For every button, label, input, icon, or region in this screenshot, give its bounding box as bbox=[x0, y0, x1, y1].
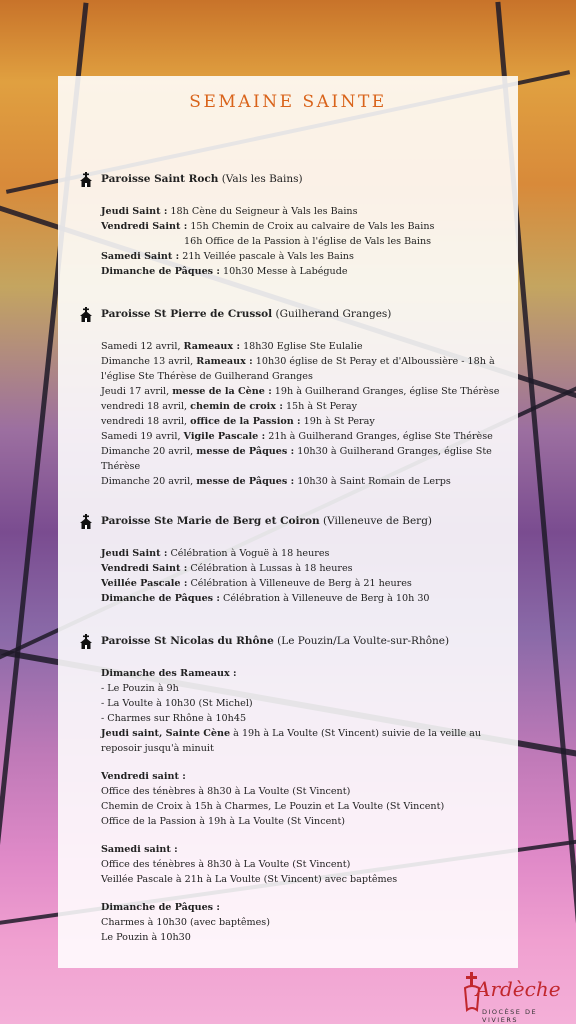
schedule-list bbox=[101, 546, 508, 606]
schedule-line: Dimanche 20 avril, messe de Pâques : 10h30 à Saint Romain de Lerps bbox=[101, 476, 451, 487]
parish-heading bbox=[78, 172, 508, 188]
church-icon bbox=[78, 172, 94, 188]
schedule-line: Vendredi Saint : Célébration à Lussas à 18 heures bbox=[101, 563, 353, 574]
church-icon bbox=[78, 307, 94, 323]
parish-name: Paroisse St Pierre de Crussol bbox=[101, 308, 273, 320]
parish-section bbox=[78, 634, 508, 945]
schedule-line: Dimanche de Pâques : bbox=[101, 902, 220, 913]
schedule-line: Vendredi saint : bbox=[101, 771, 186, 782]
parish-name: Paroisse Ste Marie de Berg et Coiron bbox=[101, 515, 320, 527]
schedule-line: Dimanche 20 avril, messe de Pâques : 10h30 à Guilherand Granges, église Ste Thérèse bbox=[101, 446, 492, 472]
schedule-line: Jeudi Saint : 18h Cène du Seigneur à Vals les Bains bbox=[101, 206, 358, 217]
parish-section bbox=[78, 172, 508, 279]
schedule-line: 16h Office de la Passion à l'église de Vals les Bains bbox=[184, 236, 432, 247]
schedule-line: Charmes à 10h30 (avec baptêmes) bbox=[101, 917, 270, 928]
schedule-line: Chemin de Croix à 15h à Charmes, Le Pouzin et La Voulte (St Vincent) bbox=[101, 801, 445, 812]
schedule-line: vendredi 18 avril, office de la Passion : 19h à St Peray bbox=[101, 416, 375, 427]
parish-name: Paroisse St Nicolas du Rhône bbox=[101, 635, 274, 647]
church-icon bbox=[78, 514, 94, 530]
schedule-list bbox=[101, 204, 508, 279]
schedule-line: - Le Pouzin à 9h bbox=[101, 683, 179, 694]
schedule-line: Veillée Pascale à 21h à La Voulte (St Vincent) avec baptêmes bbox=[101, 874, 398, 885]
schedule-line: Office des ténèbres à 8h30 à La Voulte (St Vincent) bbox=[101, 859, 351, 870]
schedule-line: - Charmes sur Rhône à 10h45 bbox=[101, 713, 247, 724]
schedule-line: Dimanche 13 avril, Rameaux : 10h30 église de St Peray et d'Alboussière - 18h à l'église Ste Thérèse de Guilherand Granges bbox=[101, 356, 495, 382]
schedule-line: Samedi 19 avril, Vigile Pascale : 21h à Guilherand Granges, église Ste Thérèse bbox=[101, 431, 493, 442]
schedule-line: Vendredi Saint : 15h Chemin de Croix au calvaire de Vals les Bains bbox=[101, 221, 435, 232]
parish-place: (Villeneuve de Berg) bbox=[319, 515, 433, 527]
schedule-line: Jeudi Saint : Célébration à Voguë à 18 heures bbox=[101, 548, 330, 559]
schedule-line: vendredi 18 avril, chemin de croix : 15h à St Peray bbox=[101, 401, 358, 412]
page-title: SEMAINE SAINTE bbox=[189, 92, 387, 112]
schedule-line: Jeudi saint, Sainte Cène à 19h à La Voulte (St Vincent) suivie de la veille au reposoir jusqu'à minuit bbox=[101, 728, 482, 754]
schedule-line: Samedi 12 avril, Rameaux : 18h30 Eglise Ste Eulalie bbox=[101, 341, 363, 352]
logo-name: Ardèche bbox=[476, 977, 561, 1001]
schedule-line: Samedi saint : bbox=[101, 844, 178, 855]
parish-name: Paroisse Saint Roch bbox=[101, 173, 219, 185]
schedule-line: Samedi Saint : 21h Veillée pascale à Vals les Bains bbox=[101, 251, 354, 262]
parish-place: (Guilherand Granges) bbox=[272, 308, 392, 320]
parish-section bbox=[78, 307, 508, 489]
schedule-line: - La Voulte à 10h30 (St Michel) bbox=[101, 698, 253, 709]
parish-section bbox=[78, 514, 508, 606]
schedule-list bbox=[101, 666, 508, 945]
schedule-list bbox=[101, 339, 508, 489]
logo-subtitle: DIOCÈSE DE VIVIERS bbox=[482, 1008, 538, 1024]
parish-place: (Le Pouzin/La Voulte-sur-Rhône) bbox=[273, 635, 450, 647]
parish-heading bbox=[78, 307, 508, 323]
schedule-line: Dimanche de Pâques : 10h30 Messe à Labégude bbox=[101, 266, 348, 277]
parish-place: (Vals les Bains) bbox=[218, 173, 303, 185]
schedule-line: Jeudi 17 avril, messe de la Cène : 19h à Guilherand Granges, église Ste Thérèse bbox=[101, 386, 500, 397]
parish-heading bbox=[78, 514, 508, 530]
schedule-line: Veillée Pascale : Célébration à Villeneuve de Berg à 21 heures bbox=[101, 578, 412, 589]
schedule-line: Office de la Passion à 19h à La Voulte (St Vincent) bbox=[101, 816, 346, 827]
schedule-line: Dimanche de Pâques : Célébration à Villeneuve de Berg à 10h 30 bbox=[101, 593, 430, 604]
parish-heading bbox=[78, 634, 508, 650]
schedule-line: Dimanche des Rameaux : bbox=[101, 668, 237, 679]
schedule-line: Le Pouzin à 10h30 bbox=[101, 932, 191, 943]
church-icon bbox=[78, 634, 94, 650]
schedule-line: Office des ténèbres à 8h30 à La Voulte (St Vincent) bbox=[101, 786, 351, 797]
